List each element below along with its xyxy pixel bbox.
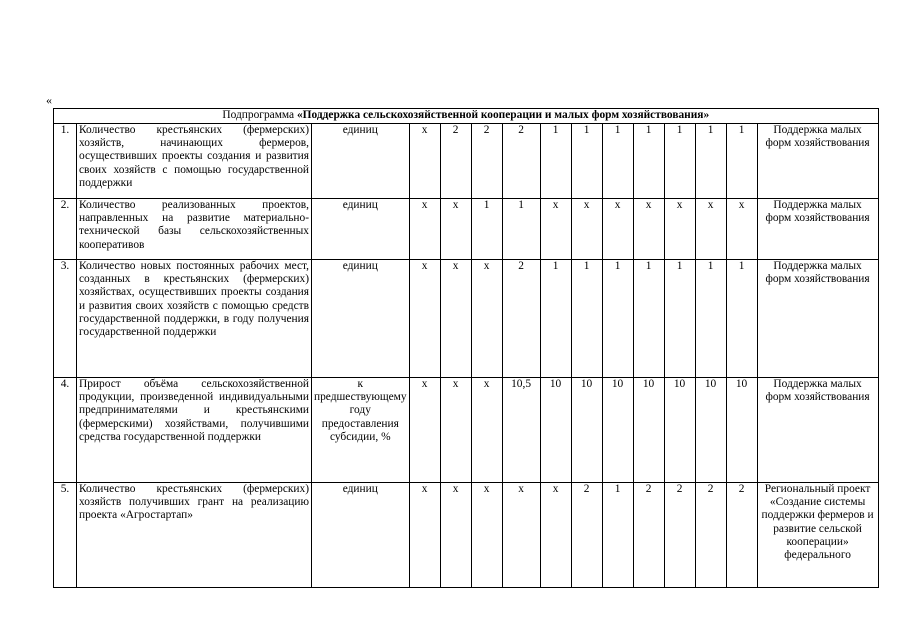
unit-cell: единиц [312,199,410,260]
row-number: 5. [54,483,77,588]
unit-cell: к предшествующему году предоставления субсидии, % [312,378,410,483]
value-cell: х [633,199,664,260]
indicator-description: Количество крестьянских (фермерских) хозяйств, начинающих фермеров, осуществивших проекты создания и развития своих хозяйств с помощью государственной поддержки [77,124,312,199]
value-cell: 2 [502,260,540,378]
value-cell: 1 [571,260,602,378]
value-cell: х [471,260,502,378]
indicator-description: Количество реализованных проектов, направленных на развитие материально-технической базы сельскохозяйственных кооперативов [77,199,312,260]
value-cell: 1 [695,260,726,378]
value-cell: 10 [571,378,602,483]
value-cell: х [695,199,726,260]
value-cell: 10 [540,378,571,483]
subprogram-prefix: Подпрограмма [222,109,297,121]
value-cell: х [540,483,571,588]
row-number: 3. [54,260,77,378]
value-cell: 1 [502,199,540,260]
value-cell: 1 [664,260,695,378]
unit-cell: единиц [312,260,410,378]
value-cell: 2 [471,124,502,199]
value-cell: 10 [664,378,695,483]
subprogram-name: «Поддержка сельскохозяйственной кооперации и малых форм хозяйствования» [296,109,710,121]
value-cell: х [409,199,440,260]
unit-cell: единиц [312,124,410,199]
value-cell: х [726,199,757,260]
subprogram-title [54,109,879,124]
value-cell: х [602,199,633,260]
value-cell: 1 [633,124,664,199]
table-row [54,124,879,199]
value-cell: х [471,483,502,588]
value-cell: 2 [440,124,471,199]
table-row [54,378,879,483]
value-cell: х [409,124,440,199]
program-cell: Поддержка малых форм хозяйствования [757,260,878,378]
program-cell: Региональный проект «Создание системы поддержки фермеров и развитие сельской кооперации» федерального [757,483,878,588]
value-cell: 1 [602,260,633,378]
value-cell: 2 [726,483,757,588]
value-cell: х [664,199,695,260]
value-cell: 10 [726,378,757,483]
row-number: 4. [54,378,77,483]
value-cell: 1 [602,124,633,199]
value-cell: х [409,260,440,378]
table-row [54,260,879,378]
value-cell: 1 [540,260,571,378]
value-cell: х [502,483,540,588]
value-cell: 2 [571,483,602,588]
program-cell: Поддержка малых форм хозяйствования [757,378,878,483]
indicator-description: Количество новых постоянных рабочих мест, созданных в крестьянских (фермерских) хозяйствах, осуществивших проекты создания и развития своих хозяйств с помощью средств государственной поддержки, в году получения государственной поддержки [77,260,312,378]
subprogram-header-row [54,109,879,124]
value-cell: х [409,483,440,588]
value-cell: 2 [664,483,695,588]
value-cell: 1 [726,124,757,199]
value-cell: х [440,260,471,378]
table-row [54,199,879,260]
program-cell: Поддержка малых форм хозяйствования [757,199,878,260]
indicators-table [53,108,879,588]
value-cell: 1 [602,483,633,588]
indicator-description: Количество крестьянских (фермерских) хозяйств получивших грант на реализацию проекта «Агростартап» [77,483,312,588]
value-cell: 10 [602,378,633,483]
value-cell: 1 [471,199,502,260]
value-cell: 2 [502,124,540,199]
value-cell: 10 [633,378,664,483]
value-cell: 1 [633,260,664,378]
value-cell: 1 [695,124,726,199]
unit-cell: единиц [312,483,410,588]
value-cell: х [440,483,471,588]
value-cell: х [571,199,602,260]
value-cell: 1 [540,124,571,199]
value-cell: 10 [695,378,726,483]
row-number: 1. [54,124,77,199]
value-cell: 10,5 [502,378,540,483]
value-cell: х [409,378,440,483]
value-cell: 2 [633,483,664,588]
value-cell: 1 [726,260,757,378]
value-cell: х [440,199,471,260]
opening-quote-mark: « [46,93,52,107]
value-cell: 1 [571,124,602,199]
table-row [54,483,879,588]
row-number: 2. [54,199,77,260]
value-cell: х [540,199,571,260]
value-cell: 2 [695,483,726,588]
program-cell: Поддержка малых форм хозяйствования [757,124,878,199]
value-cell: х [471,378,502,483]
indicator-description: Прирост объёма сельскохозяйственной продукции, произведенной индивидуальными предпринимателями и крестьянскими (фермерскими) хозяйствами, получившими средства государственной поддержки [77,378,312,483]
value-cell: х [440,378,471,483]
value-cell: 1 [664,124,695,199]
